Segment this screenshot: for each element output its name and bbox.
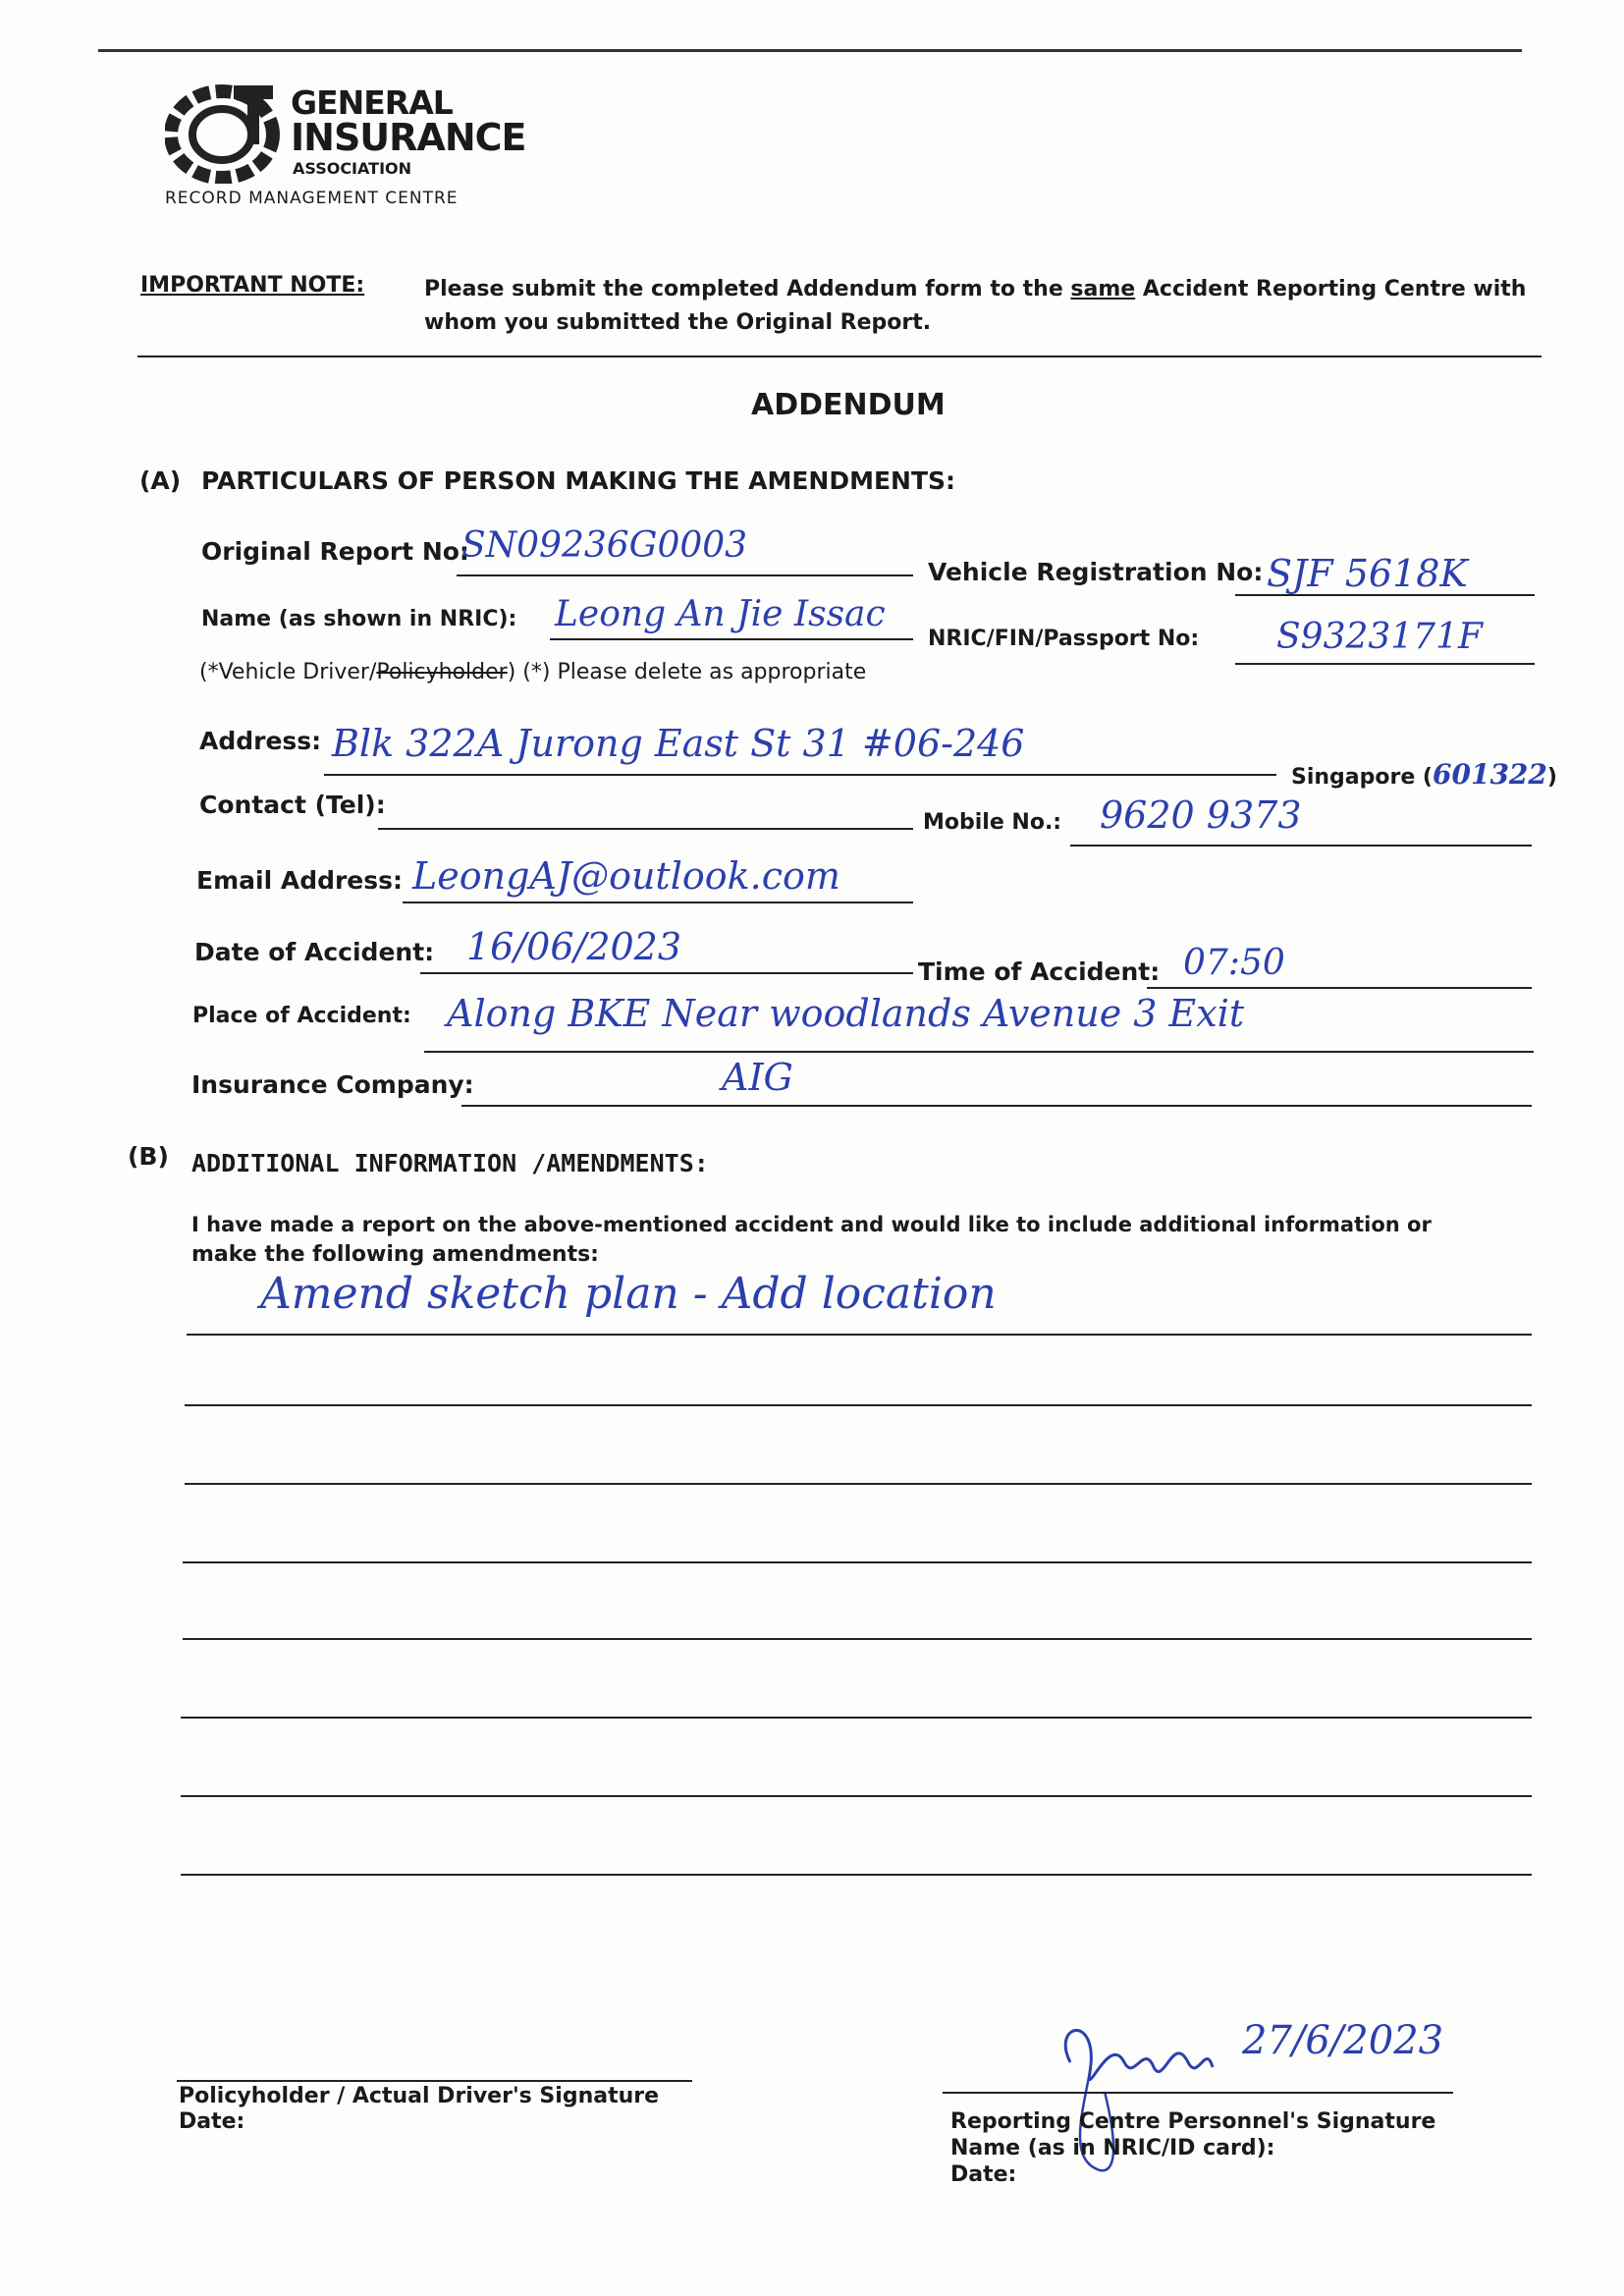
time-of-accident-label: Time of Accident: (918, 957, 1161, 986)
gia-emblem-icon (165, 81, 283, 184)
centre-personnel-signature (1031, 2003, 1237, 2190)
name-underline (550, 638, 913, 640)
place-of-accident-underline (424, 1051, 1534, 1053)
logo-line-association: ASSOCIATION (293, 159, 412, 178)
important-note-line2: whom you submitted the Original Report. (424, 310, 932, 335)
important-note-line1: Please submit the completed Addendum form to the same Accident Reporting Centre with (424, 277, 1527, 301)
date-of-accident-underline (420, 972, 913, 974)
gia-logo (165, 81, 587, 213)
address-value[interactable]: Blk 322A Jurong East St 31 #06-246 (332, 722, 1025, 765)
centre-signature-line (943, 2092, 1453, 2094)
original-report-value[interactable]: SN09236G0003 (461, 525, 748, 566)
important-note-label: IMPORTANT NOTE: (140, 273, 365, 298)
time-of-accident-underline (1147, 987, 1532, 989)
nric-value[interactable]: S9323171F (1276, 617, 1483, 657)
centre-signature-label: Reporting Centre Personnel's Signature (950, 2109, 1436, 2134)
note-divider (137, 355, 1542, 357)
logo-line-general: GENERAL (291, 83, 453, 122)
email-label: Email Address: (196, 866, 404, 895)
centre-signature-date: 27/6/2023 (1242, 2018, 1444, 2063)
role-note: (*Vehicle Driver/Policyholder) (*) Please delete as appropriate (199, 660, 867, 684)
date-of-accident-label: Date of Accident: (194, 938, 435, 966)
email-value[interactable]: LeongAJ@outlook.com (412, 854, 840, 898)
amendment-line (185, 1483, 1532, 1485)
place-of-accident-label: Place of Accident: (192, 1004, 411, 1028)
amendment-line (185, 1404, 1532, 1406)
logo-line-insurance: INSURANCE (291, 116, 526, 159)
section-b-heading: ADDITIONAL INFORMATION /AMENDMENTS: (191, 1149, 709, 1177)
postal-code-value[interactable]: 601322 (1433, 758, 1547, 791)
amendment-line (181, 1874, 1532, 1876)
section-b-number: (B) (128, 1142, 169, 1171)
amendment-line (181, 1717, 1532, 1719)
place-of-accident-value[interactable]: Along BKE Near woodlands Avenue 3 Exit (447, 992, 1245, 1035)
name-label: Name (as shown in NRIC): (201, 607, 517, 631)
amendment-line (187, 1334, 1532, 1336)
insurance-company-value[interactable]: AIG (722, 1056, 793, 1099)
amendment-text[interactable]: Amend sketch plan - Add location (260, 1269, 997, 1319)
name-value[interactable]: Leong An Jie Issac (555, 594, 886, 634)
contact-tel-underline (378, 828, 913, 830)
time-of-accident-value[interactable]: 07:50 (1183, 943, 1285, 983)
centre-name-label: Name (as in NRIC/ID card): (950, 2136, 1275, 2160)
insurance-company-underline (461, 1105, 1532, 1107)
amendment-line (183, 1561, 1532, 1563)
mobile-value[interactable]: 9620 9373 (1100, 793, 1302, 837)
amendment-line (183, 1638, 1532, 1640)
centre-date-label: Date: (950, 2162, 1017, 2187)
original-report-label: Original Report No: (201, 537, 469, 566)
nric-label: NRIC/FIN/Passport No: (928, 627, 1200, 651)
contact-tel-label: Contact (Tel): (199, 791, 386, 819)
singapore-postal: Singapore (601322) (1291, 758, 1557, 791)
form-title: ADDENDUM (751, 388, 946, 422)
logo-line-record-centre: RECORD MANAGEMENT CENTRE (165, 189, 459, 208)
nric-underline (1235, 663, 1535, 665)
amendment-line (181, 1795, 1532, 1797)
date-of-accident-value[interactable]: 16/06/2023 (466, 925, 682, 968)
address-underline (324, 774, 1276, 776)
policyholder-date-label: Date: (179, 2109, 245, 2134)
email-underline (403, 902, 913, 903)
original-report-underline (457, 574, 913, 576)
scan-top-edge (98, 49, 1522, 52)
section-b-intro-line2: make the following amendments: (191, 1242, 599, 1267)
section-a-number: (A) (139, 466, 182, 495)
vehicle-reg-value[interactable]: SJF 5618K (1267, 552, 1468, 595)
mobile-label: Mobile No.: (923, 810, 1062, 835)
policyholder-signature-label: Policyholder / Actual Driver's Signature (179, 2084, 660, 2108)
section-a-heading: PARTICULARS OF PERSON MAKING THE AMENDMENTS: (201, 466, 956, 495)
section-b-intro-line1: I have made a report on the above-mentioned accident and would like to include additional information or (191, 1213, 1432, 1236)
policyholder-signature-line (177, 2080, 692, 2082)
vehicle-reg-label: Vehicle Registration No: (928, 558, 1264, 586)
address-label: Address: (199, 727, 322, 755)
mobile-underline (1070, 845, 1532, 847)
insurance-company-label: Insurance Company: (191, 1070, 474, 1099)
